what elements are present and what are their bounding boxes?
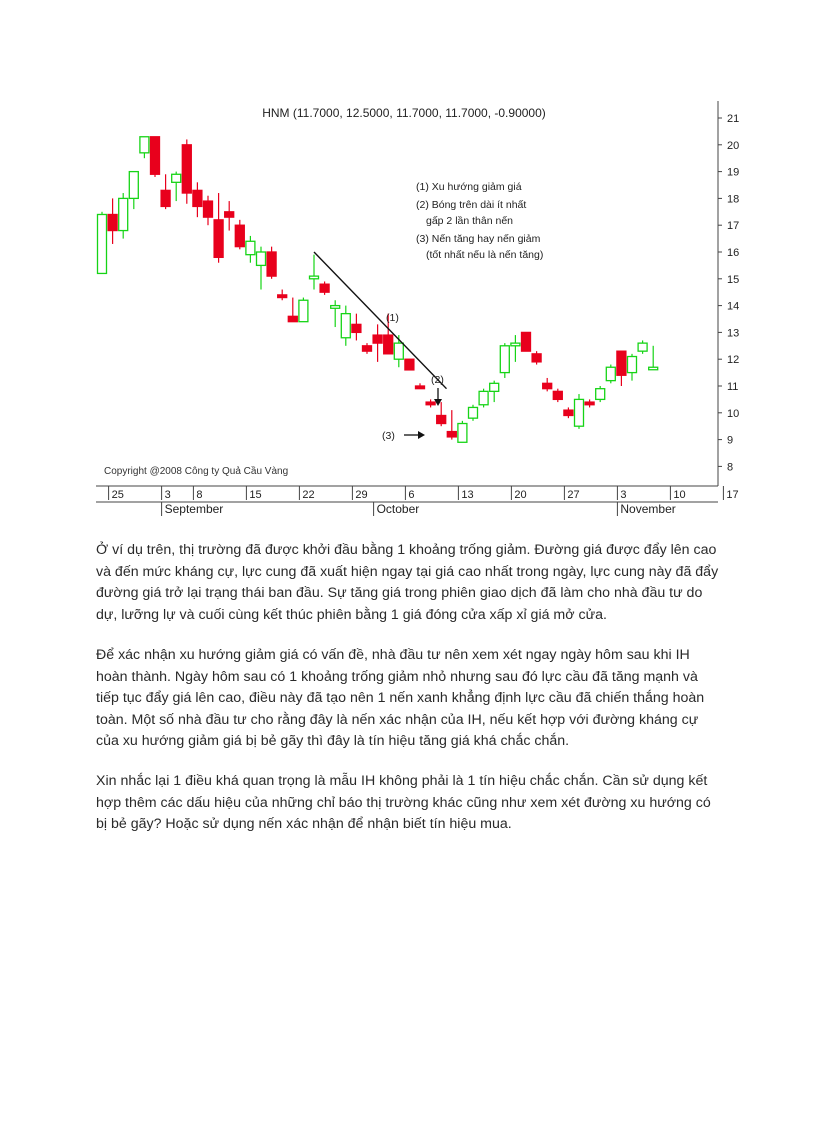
candle-up [606,367,615,380]
x-tick-label: 3 [164,489,171,501]
candle-up [341,314,350,338]
candlestick-chart [94,96,740,526]
candle-down [543,383,552,388]
candle-down [151,137,160,175]
legend-line: (2) Bóng trên dài ít nhất [416,199,527,211]
candle-up [458,424,467,443]
y-tick-label: 13 [727,327,740,340]
candle-down [214,220,223,258]
article-paragraph-1: Ở ví dụ trên, thị trường đã được khởi đầu bằng 1 khoảng trống giảm. Đường giá được đẩy lên cao và đến mức kháng cự, lực cung đã xuất hiện ngay tại giá cao nhất trong ngày, lực cung này đã đẩy đường giá trở lại trạng thái ban đầu. Sự tăng giá trong phiên giao dịch đã làm cho nhà đầu tư do dự, lưỡng lự và cuối cùng kết thúc phiên bằng 1 giá đóng cửa xấp xỉ giá mở cửa. [96,542,719,623]
candle-up [257,252,266,265]
chart-canvas [94,96,740,526]
candle-down [564,410,573,415]
candle-up [98,214,107,273]
x-tick-label: 17 [726,489,739,501]
x-tick-label: 29 [355,489,368,501]
x-tick-label: 8 [196,489,203,501]
x-tick-label: 15 [249,489,262,501]
y-tick-label: 14 [727,300,740,313]
candle-down [405,359,414,370]
candle-down [225,212,234,217]
article-paragraph-2: Để xác nhận xu hướng giảm giá có vấn đề, nhà đầu tư nên xem xét ngay ngày hôm sau khi IH hoàn thành. Ngày hôm sau có 1 khoảng trống giảm nhỏ nhưng sau đó lực cầu đã tăng mạnh và tiếp tục đẩy giá lên cao, điều này đã tạo nên 1 nến xanh khẳng định lực cầu đã chiến thắng hoàn toàn. Một số nhà đầu tư cho rằng đây là nến xác nhận của IH, nếu kết hợp với đường kháng cự của xu hướng giảm giá bị bẻ gãy thì đây là tín hiệu tăng giá khá chắc chắn. [96,647,705,749]
candle-down [320,284,329,292]
candle-up [331,306,340,309]
candle-down [204,201,213,217]
x-tick-label: 10 [673,489,686,501]
legend-line: gấp 2 lần thân nến [426,215,513,227]
candle-up [299,300,308,321]
candle-down [235,225,244,246]
y-tick-label: 21 [727,113,740,125]
x-tick-label: 6 [408,489,415,501]
candle-down [447,432,456,437]
x-tick-label: 20 [514,489,527,501]
candle-up [511,343,520,346]
candle-up [575,399,584,426]
y-tick-label: 16 [727,247,740,259]
candle-down [267,252,276,276]
x-tick-label: 3 [620,489,627,501]
candle-down [108,214,117,230]
candle-down [352,324,361,332]
candle-up [490,383,499,391]
candle-down [416,386,425,389]
article-paragraph-3: Xin nhắc lại 1 điều khá quan trọng là mẫu IH không phải là 1 tín hiệu chắc chắn. Cần sử dụng kết hợp thêm các dấu hiệu của những chỉ báo thị trường khác cũng như xem xét đường xu hướng có bị bẻ gãy? Hoặc sử dụng nến xác nhận để nhận biết tín hiệu mua. [96,773,711,832]
candle-down [363,346,372,351]
candle-up [469,407,478,418]
candle-up [649,367,658,370]
candle-down [617,351,626,375]
candle-up [119,198,128,230]
x-tick-label: 13 [461,489,474,501]
y-tick-label: 19 [727,166,740,179]
legend-line: (1) Xu hướng giảm giá [416,181,522,193]
candle-down [553,391,562,399]
month-label: November [620,502,676,516]
y-tick-label: 11 [727,381,739,393]
candle-up [172,174,181,182]
candle-up [129,172,138,199]
y-tick-label: 10 [727,407,740,420]
chart-title: HNM (11.7000, 12.5000, 11.7000, 11.7000, -0.90000) [262,106,546,120]
y-tick-label: 8 [727,461,734,474]
candle-up [628,357,637,373]
y-tick-label: 9 [727,434,734,447]
candle-down [384,335,393,354]
candle-down [193,190,202,206]
month-label: September [164,502,224,516]
y-tick-label: 15 [727,273,740,286]
y-tick-label: 12 [727,354,740,367]
candle-down [426,402,435,405]
copyright-text: Copyright @2008 Công ty Quả Cầu Vàng [104,466,289,477]
legend-line: (tốt nhất nếu là nến tăng) [426,249,544,261]
y-tick-label: 20 [727,139,740,152]
candle-up [310,276,319,279]
y-tick-label: 17 [727,220,740,233]
candle-up [394,343,403,359]
candle-down [373,335,382,343]
candle-up [246,241,255,254]
month-label: October [376,502,420,516]
candle-down [182,145,191,193]
candle-down [288,316,297,321]
candle-up [596,389,605,400]
x-tick-label: 25 [111,489,124,501]
candle-down [161,190,170,206]
candle-up [140,137,149,153]
candle-down [437,415,446,423]
x-tick-label: 22 [302,489,315,501]
marker-3-arrow-head [418,431,425,439]
marker-1-label: (1) [386,312,399,324]
candle-down [278,295,287,298]
candle-down [585,402,594,405]
trendline [314,252,447,389]
candle-up [500,346,509,373]
marker-3-label: (3) [382,430,395,442]
legend-line: (3) Nến tăng hay nến giảm [416,233,541,245]
candle-down [522,332,531,351]
x-tick-label: 27 [567,489,580,501]
y-tick-label: 18 [727,193,740,206]
candle-up [479,391,488,404]
candle-down [532,354,541,362]
marker-2-label: (2) [431,374,444,386]
candle-up [638,343,647,351]
